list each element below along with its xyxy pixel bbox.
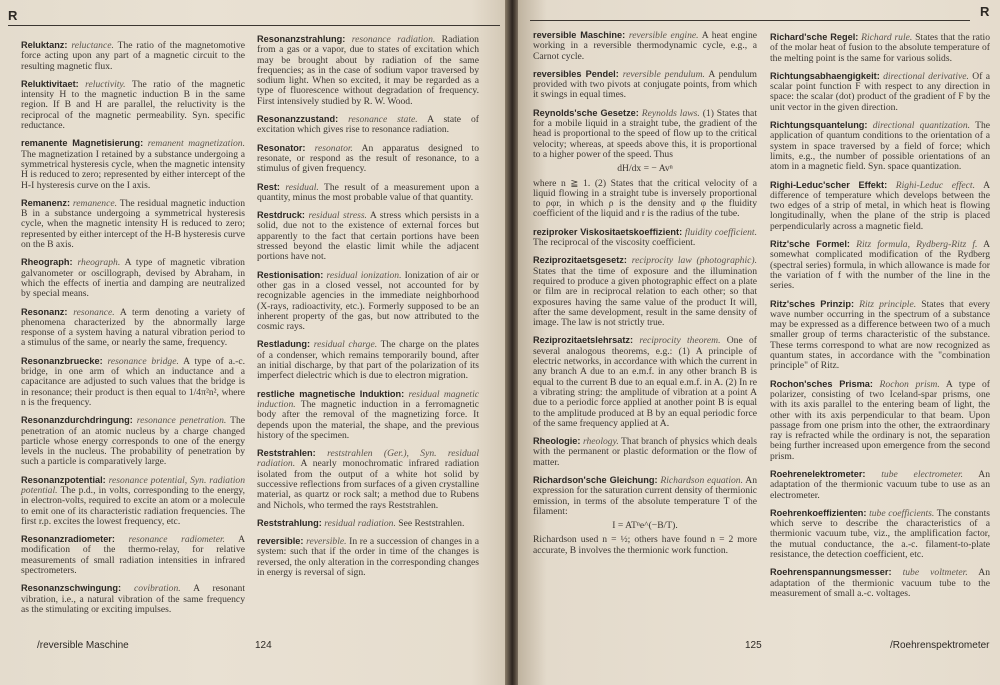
entry-translation: Ritz formula, Rydberg-Ritz f. bbox=[856, 239, 978, 251]
dictionary-entry bbox=[257, 270, 479, 333]
entry-term: reziproker Viskositaetskoeffizient: bbox=[533, 226, 683, 237]
entry-translation: remanence. bbox=[72, 197, 118, 209]
entry-definition: The application of quantum conditions to the orientation of a system in space traversed by a field of force; which limits, e.g., the number of possible orientations of an atom in a magnetic field. Syn. space quantization. bbox=[770, 120, 990, 173]
entry-term: Resonanzzustand: bbox=[257, 114, 339, 125]
entry-definition: An apparatus designed to resonate, or respond as the result of resonance, to a stimulus of given frequency. bbox=[257, 142, 479, 175]
entry-definition: The ratio of the magnetic intensity H to the magnetic induction B in the same region. If B and H are parallel, the reluctivity is the reciprocal of the magnetic permeability. Syn. specific reductance. bbox=[21, 78, 245, 132]
entry-term: Richard'sche Regel: bbox=[770, 32, 859, 42]
header-rule-left bbox=[8, 25, 500, 26]
entry-definition: A type of magnetic vibration galvanometer or oscillograph, devised by Abraham, in which the effects of inertia and damping are neutralized by special means. bbox=[21, 257, 245, 300]
entry-translation: Righi-Leduc effect. bbox=[895, 179, 975, 191]
right-page bbox=[518, 0, 1000, 685]
entry-term: Roehrenkoeffizienten: bbox=[770, 507, 867, 518]
column-3 bbox=[533, 30, 757, 563]
header-letter-left: R bbox=[8, 8, 18, 23]
entry-term: Resonanzstrahlung: bbox=[257, 34, 346, 44]
entry-translation: tube voltmeter. bbox=[902, 567, 968, 579]
entry-term: Rochon'sches Prisma: bbox=[770, 378, 873, 389]
dictionary-entry bbox=[257, 182, 479, 204]
entry-term: Reststrahlung: bbox=[257, 517, 322, 528]
page-number-right: 125 bbox=[745, 640, 762, 651]
entry-definition: The result of a measurement upon a quantity, minus the most probable value of that quantity. bbox=[257, 181, 479, 203]
dictionary-entry bbox=[257, 389, 479, 441]
column-2 bbox=[257, 34, 479, 585]
entry-definition: A modification of the thermo-relay, for relative measurements of small radiation intensities in infrared spectrometers. bbox=[21, 534, 245, 577]
dictionary-entry bbox=[770, 469, 990, 501]
entry-translation: Reynolds laws. bbox=[641, 107, 700, 119]
entry-term: Roehrenspannungsmesser: bbox=[770, 567, 892, 578]
entry-definition: The ratio of the magnetomotive force acting upon any part of a magnetic circuit to the resulting magnetic flux. bbox=[21, 40, 246, 72]
entry-definition: The constants which serve to describe the characteristics of a thermionic vacuum tube, viz., the amplification factor, the mutual conductance, the a.-c. filament-to-plate resistance, the detection coefficient, etc. bbox=[770, 507, 990, 561]
entry-term: Ritz'sche Formel: bbox=[770, 239, 850, 250]
entry-translation: Ritz principle. bbox=[859, 298, 917, 310]
entry-definition: A resonant vibration, i.e., a natural vibration of the same frequency as the stimulating or exciting impulses. bbox=[21, 583, 245, 615]
entry-term: Remanenz: bbox=[21, 197, 71, 208]
entry-term: Reststrahlen: bbox=[257, 448, 316, 459]
entry-term: restliche magnetische Induktion: bbox=[257, 388, 405, 399]
entry-definition: An adaptation of the thermionic vacuum tube to use as an electrometer. bbox=[770, 468, 990, 501]
header-letter-right: R bbox=[980, 4, 990, 19]
entry-definition: (1) States that for a mobile liquid in a straight tube, the gradient of the head is proportional to the speed of flow up to the critical velocity; whereas, at speeds above this, it is proportional to a higher power of the speed. Thus bbox=[533, 107, 757, 160]
entry-term: reversible Maschine: bbox=[533, 30, 626, 40]
dictionary-entry bbox=[257, 448, 479, 511]
dictionary-entry bbox=[257, 518, 479, 529]
entry-term: Reluktanz: bbox=[21, 40, 68, 50]
dictionary-entry bbox=[770, 180, 990, 232]
entry-term: Resonanzdurchdringung: bbox=[21, 415, 133, 426]
dictionary-entry bbox=[21, 138, 245, 190]
entry-translation: resonator. bbox=[314, 142, 353, 154]
entry-definition: States that every wave number occurring in the spectrum of a substance may be expressed as a difference between two of a much smaller group of terms characteristic of the substance. These terms correspond to what are now recognized as quantum states, in accordance with the "combination principle" of Ritz. bbox=[770, 298, 991, 372]
entry-term: remanente Magnetisierung: bbox=[21, 138, 144, 149]
entry-continuation: where n ≧ 1. (2) States that the critical velocity of a liquid flowing in a straight tube is inversely proportional to ρφr, in which ρ is the density and φ the fluidity coefficient of the liquid and r is the radius of the tube. bbox=[533, 177, 757, 220]
entry-definition: A heat engine working in a reversible thermodynamic cycle, e.g., a Carnot cycle. bbox=[533, 30, 757, 62]
entry-translation: resonance potential, Syn. radiation potential. bbox=[21, 474, 245, 496]
dictionary-entry bbox=[21, 40, 245, 72]
entry-translation: Richard rule. bbox=[861, 32, 913, 43]
entry-translation: reversible pendulum. bbox=[622, 68, 705, 80]
entry-definition: A nearly monochromatic infrared radiation isolated from the output of a white hot solid by successive reflections from surfaces of a given crystalline material, as quartz or rock salt; a method due to Rubens and Nichols, who termed the rays Reststrahlen. bbox=[257, 458, 479, 511]
column-4 bbox=[770, 32, 990, 606]
entry-definition: A pendulum provided with two pivots at conjugate points, from which it swings in equal times. bbox=[533, 68, 758, 101]
dictionary-entry bbox=[257, 143, 479, 175]
dictionary-entry bbox=[21, 583, 245, 615]
entry-translation: directional derivative. bbox=[883, 70, 969, 82]
entry-definition: A difference of temperature which develops between the two edges of a strip of metal, in which heat is flowing longitudinally, when the plane of the strip is placed perpendicularly across a magnetic field. bbox=[770, 179, 991, 232]
entry-definition: Radiation from a gas or a vapor, due to states of excitation which may be brought about by radiation of the same frequencies; as in the case of sodium vapor traversed by sodium light. When so excited, it may be regarded as a type of fluorescence without degradation of frequency. First intensively studied by R. W. Wood. bbox=[257, 34, 479, 107]
column-1 bbox=[21, 40, 245, 622]
dictionary-entry bbox=[533, 255, 757, 328]
entry-definition: See Reststrahlen. bbox=[398, 517, 465, 529]
entry-term: Resonanzpotential: bbox=[21, 474, 106, 485]
dictionary-entry bbox=[533, 69, 757, 101]
entry-definition: States that the time of exposure and the illumination required to produce a given photographic effect on a plate or film are in reciprocal relation to each other; so that exposures having the same value of the product It will, after the same development, result in the same density of image. The law is not strictly true. bbox=[533, 265, 757, 329]
entry-term: Resonator: bbox=[257, 142, 306, 153]
catchword-right: /Roehrenspektrometer bbox=[890, 640, 990, 651]
entry-term: Resonanzbruecke: bbox=[21, 355, 103, 366]
dictionary-entry bbox=[21, 534, 245, 576]
dictionary-entry bbox=[770, 508, 990, 560]
entry-translation: resonance radiometer. bbox=[128, 534, 226, 546]
entry-translation: directional quantization. bbox=[872, 120, 971, 132]
dictionary-entry bbox=[21, 198, 245, 250]
dictionary-entry bbox=[770, 120, 990, 172]
entry-translation: rheograph. bbox=[77, 257, 121, 269]
entry-translation: Rochon prism. bbox=[879, 378, 940, 390]
entry-translation: residual. bbox=[285, 181, 319, 193]
dictionary-entry bbox=[770, 567, 990, 599]
dictionary-entry bbox=[770, 32, 990, 64]
entry-definition: The charge on the plates of a condenser, which remains temporarily bound, after an initial discharge, by that part of the polarization of its imperfect dielectric which is due to electron migration. bbox=[257, 339, 480, 382]
dictionary-entry bbox=[21, 79, 245, 131]
dictionary-entry bbox=[770, 71, 990, 113]
entry-definition: A state of excitation which gives rise to resonance radiation. bbox=[257, 114, 479, 136]
entry-term: Richtungsquantelung: bbox=[770, 120, 868, 131]
entry-translation: residual stress. bbox=[308, 210, 367, 222]
entry-term: Rest: bbox=[257, 181, 280, 192]
entry-definition: A term denoting a variety of phenomena characterized by the abnormally large response of a system having a natural vibration period to a stimulus of the same, or nearly the same, frequency. bbox=[21, 306, 245, 349]
dictionary-entry bbox=[21, 356, 245, 408]
dictionary-entry bbox=[257, 210, 479, 262]
dictionary-entry bbox=[533, 108, 757, 220]
dictionary-entry bbox=[770, 379, 990, 462]
entry-term: Rheologie: bbox=[533, 436, 581, 447]
entry-definition: Of a scalar point function F with respect to any direction in space: the scalar (dot) product of the gradient of F by the unit vector in the given direction. bbox=[770, 70, 990, 113]
entry-definition: States that the ratio of the molar heat of fusion to the absolute temperature of the melting point is the same for various solids. bbox=[770, 32, 991, 64]
entry-translation: residual magnetic induction. bbox=[257, 388, 479, 410]
entry-term: Righi-Leduc'scher Effekt: bbox=[770, 179, 888, 190]
page-number-left: 124 bbox=[255, 640, 272, 651]
dictionary-entry bbox=[770, 239, 990, 291]
entry-definition: A type of a.-c. bridge, in one arm of which an inductance and a capacitance are adjusted to such values that the bridge is in resonance; their product is then equal to 1/4π²n², where n is the frequency. bbox=[21, 355, 245, 408]
dictionary-entry bbox=[21, 257, 245, 299]
entry-term: Roehrenelektrometer: bbox=[770, 468, 866, 479]
entry-term: Resonanz: bbox=[21, 306, 68, 317]
entry-translation: residual charge. bbox=[313, 339, 378, 351]
entry-definition: Ionization of air or other gas in a closed vessel, not accounted for by recognizable agencies in the immediate neighborhood (X-rays, radioactivity, etc.). Formerly supposed to be an inherent property of the gas, but now attributed to the cosmic rays. bbox=[257, 269, 479, 333]
entry-definition: The residual magnetic induction B in a substance undergoing a symmetrical hysteresis cycle, when the magnetic intensity H is reduced to zero; represented by either intercept of the H-B hysteresis curve on the B axis. bbox=[21, 197, 245, 251]
dictionary-entry bbox=[533, 475, 757, 556]
entry-definition: The magnetic induction in a ferromagnetic body after the removal of the magnetizing force. It depends upon the material, the shape, and the previous history of the specimen. bbox=[257, 398, 479, 441]
entry-definition: A stress which persists in a solid, due not to the existence of external forces but apparently to the fact that certain portions have been stressed beyond the elastic limit while the adjacent portions have not. bbox=[257, 210, 479, 263]
entry-definition: One of several analogous theorems, e.g.: (1) A principle of electric networks, in accordance with which the current in any branch A due to an e.m.f. in any other branch B is equal to the current B due to an equal e.m.f. in A. (2) In re a vibrating string: the amplitude of vibration at a point A due to a periodic force applied at another point B is equal to the amplitude produced at B by an equal periodic force of the same frequency applied at A. bbox=[533, 335, 757, 429]
entry-translation: fluidity coefficient. bbox=[684, 226, 757, 238]
entry-term: Rheograph: bbox=[21, 257, 73, 268]
entry-term: reversibles Pendel: bbox=[533, 68, 619, 79]
entry-translation: reluctance. bbox=[71, 40, 114, 51]
entry-translation: reciprocity theorem. bbox=[639, 335, 721, 347]
entry-translation: Richardson equation. bbox=[660, 474, 744, 486]
entry-translation: resonance radiation. bbox=[351, 34, 436, 45]
entry-definition: The magnetization I retained by a substance undergoing a symmetrical hysteresis cycle, when the magnetic intensity H is reduced to zero; represented by either intercept of the H-I hysteresis curve on the I axis. bbox=[21, 148, 245, 191]
entry-definition: A somewhat complicated modification of the Rydberg (spectral series) formula, in which allowance is made for the variation of f with the number of the line in the series. bbox=[770, 239, 990, 292]
entry-translation: resonance state. bbox=[348, 114, 418, 126]
entry-translation: resonance bridge. bbox=[107, 355, 179, 367]
entry-translation: reststrahlen (Ger.), Syn. residual radiation. bbox=[257, 448, 479, 470]
entry-term: Reynolds'sche Gesetze: bbox=[533, 107, 639, 118]
entry-translation: reversible engine. bbox=[628, 30, 699, 41]
entry-definition: A type of polarizer, consisting of two Iceland-spar prisms, one with its axis parallel to the entering beam of light, the other with its axis perpendicular to that beam. Upon passage from one prism into the other, the extraordinary ray is refracted while the ordinary is not, the separation being further increased upon emergence from the second prism. bbox=[770, 378, 990, 462]
entry-definition: The reciprocal of the viscosity coefficient. bbox=[533, 237, 696, 249]
entry-translation: reciprocity law (photographic). bbox=[631, 255, 757, 267]
catchword-left: /reversible Maschine bbox=[37, 640, 129, 651]
entry-continuation: Richardson used n = ½; others have found n = 2 more accurate, B involves the thermionic work function. bbox=[533, 534, 757, 556]
entry-translation: remanent magnetization. bbox=[147, 138, 245, 150]
entry-definition: In re a succession of changes in a system: such that if the order in time of the changes is reversed, the only alteration in the corresponding changes in energy is reversal of sign. bbox=[257, 536, 479, 579]
dictionary-entry bbox=[257, 34, 479, 107]
dictionary-entry bbox=[533, 436, 757, 468]
entry-term: Resonanzradiometer: bbox=[21, 534, 115, 545]
entry-term: Reziprozitaetslehrsatz: bbox=[533, 335, 634, 346]
dictionary-entry bbox=[21, 415, 245, 467]
entry-term: Restladung: bbox=[257, 339, 311, 350]
entry-translation: tube coefficients. bbox=[869, 507, 935, 519]
entry-translation: residual ionization. bbox=[326, 269, 402, 281]
entry-term: Resonanzschwingung: bbox=[21, 583, 122, 594]
dictionary-entry bbox=[533, 30, 757, 62]
header-rule-right bbox=[530, 20, 970, 21]
entry-term: reversible: bbox=[257, 536, 304, 547]
dictionary-entry bbox=[257, 114, 479, 136]
entry-definition: The p.d., in volts, corresponding to the energy, in electron-volts, required to excite an atom or a molecule to emit one of its characteristic radiation frequencies. The first r.p. excites the lowest frequency, etc. bbox=[21, 484, 245, 527]
dictionary-entry bbox=[533, 335, 757, 429]
entry-translation: reluctivity. bbox=[85, 78, 126, 90]
entry-term: Richardson'sche Gleichung: bbox=[533, 474, 658, 485]
dictionary-entry bbox=[257, 536, 479, 578]
entry-translation: reversible. bbox=[306, 536, 347, 548]
entry-term: Restdruck: bbox=[257, 210, 305, 221]
dictionary-entry bbox=[21, 475, 245, 527]
entry-translation: rheology. bbox=[582, 436, 619, 448]
entry-formula: dH/dx = − Avⁿ bbox=[617, 163, 673, 175]
dictionary-entry bbox=[533, 227, 757, 249]
dictionary-entry bbox=[770, 299, 990, 372]
entry-definition: That branch of physics which deals with the permanent or plastic deformation or the flow of matter. bbox=[533, 436, 757, 468]
entry-term: Reziprozitaetsgesetz: bbox=[533, 255, 627, 266]
entry-definition: The penetration of an atomic nucleus by a charge changed particle whose energy corresponds to one of the energy levels in the nucleus. The probability of penetration by such a particle is comparatively large. bbox=[21, 415, 245, 468]
entry-term: Ritz'sches Prinzip: bbox=[770, 298, 854, 309]
entry-term: Richtungsabhaengigkeit: bbox=[770, 70, 880, 81]
entry-translation: resonance. bbox=[73, 306, 115, 318]
entry-translation: tube electrometer. bbox=[881, 468, 964, 480]
dictionary-entry bbox=[21, 307, 245, 349]
entry-translation: residual radiation. bbox=[324, 517, 396, 529]
entry-term: Restionisation: bbox=[257, 269, 324, 280]
entry-definition: An expression for the saturation current density of thermionic emission, in terms of the absolute temperature T of the filament: bbox=[533, 474, 758, 517]
entry-definition: An adaptation of the thermionic vacuum tube to the measurement of small a.-c. voltages. bbox=[770, 567, 990, 599]
entry-term: Reluktivitaet: bbox=[21, 78, 79, 89]
dictionary-entry bbox=[257, 339, 479, 381]
entry-translation: resonance penetration. bbox=[136, 415, 227, 427]
entry-formula: I = ATⁿe^(−B/T). bbox=[612, 520, 678, 532]
entry-translation: covibration. bbox=[134, 583, 181, 595]
